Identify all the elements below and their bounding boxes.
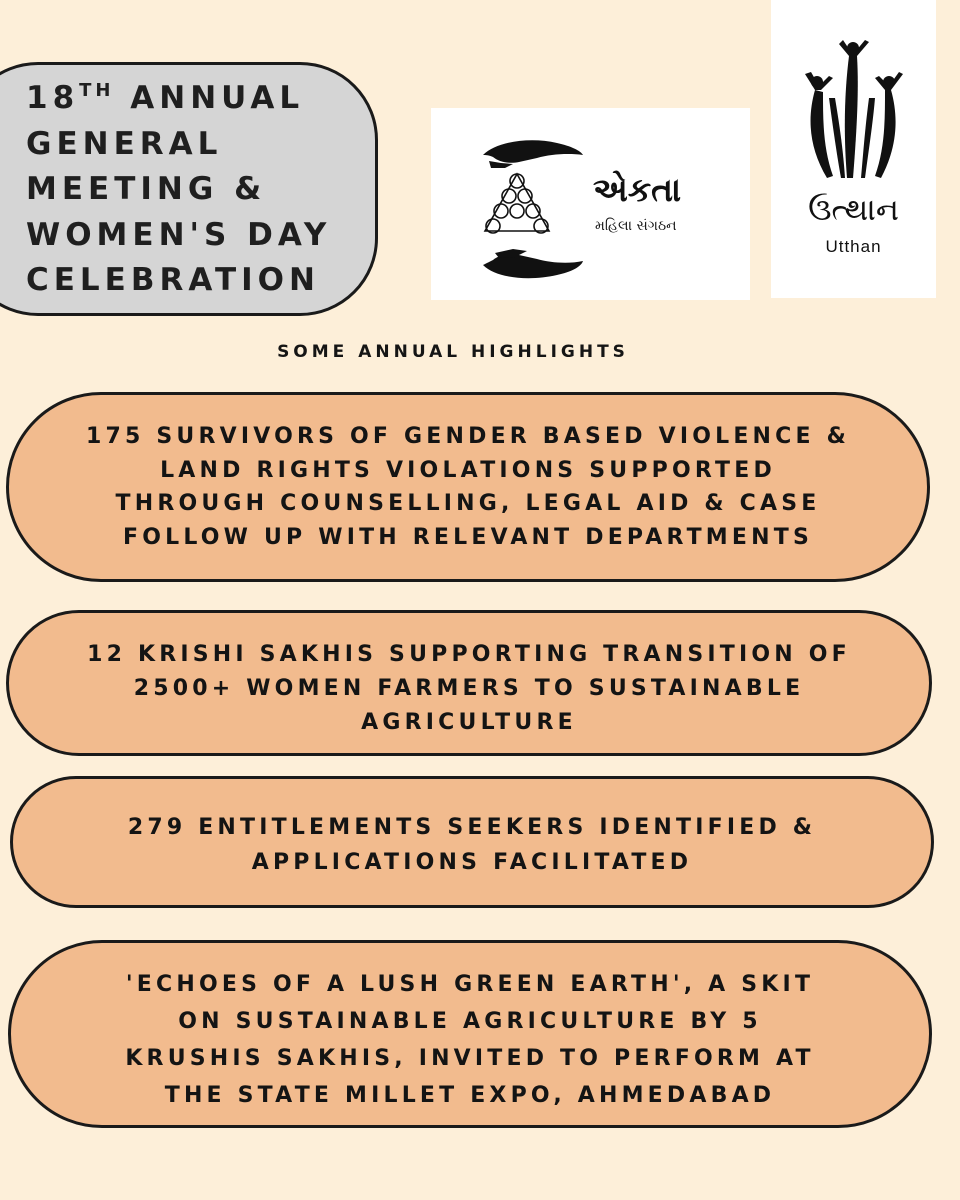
- page-title: [26, 76, 331, 304]
- highlight-line: LAND RIGHTS VIOLATIONS SUPPORTED: [160, 457, 776, 483]
- section-heading: SOME ANNUAL HIGHLIGHTS: [277, 342, 629, 362]
- highlight-line: 'ECHOES OF A LUSH GREEN EARTH', A SKIT: [125, 972, 815, 997]
- highlight-line: FOLLOW UP WITH RELEVANT DEPARTMENTS: [122, 524, 813, 550]
- highlight-line: 175 SURVIVORS OF GENDER BASED VIOLENCE &: [86, 424, 850, 449]
- highlight-text: [10, 810, 934, 880]
- highlight-line: THROUGH COUNSELLING, LEGAL AID & CASE: [115, 491, 821, 516]
- dancing-figures-icon: [799, 38, 909, 188]
- highlight-line: ON SUSTAINABLE AGRICULTURE BY 5: [178, 1009, 762, 1034]
- highlight-line: 12 KRISHI SAKHIS SUPPORTING TRANSITION OF: [87, 642, 851, 667]
- title-ordinal: TH: [79, 80, 115, 101]
- ekta-name: એકતા: [593, 170, 682, 209]
- ekta-subtitle: મહિલા સંગઠન: [595, 218, 677, 234]
- highlight-text: [6, 420, 930, 554]
- ekta-logo-icon: [479, 133, 589, 283]
- utthan-logo-card: [771, 0, 936, 298]
- highlight-line: THE STATE MILLET EXPO, AHMEDABAD: [164, 1083, 776, 1108]
- highlight-line: 279 ENTITLEMENTS SEEKERS IDENTIFIED &: [127, 815, 817, 840]
- title-line-2: GENERAL: [26, 125, 223, 162]
- highlight-line: APPLICATIONS FACILITATED: [251, 850, 693, 875]
- title-line-4: WOMEN'S DAY: [26, 216, 332, 253]
- highlight-text: [6, 638, 932, 740]
- utthan-name: ઉત્થાન: [808, 192, 899, 228]
- highlight-line: KRUSHIS SAKHIS, INVITED TO PERFORM AT: [125, 1046, 815, 1071]
- utthan-name-english: Utthan: [825, 237, 882, 256]
- title-number: 18: [26, 80, 80, 116]
- ekta-logo-card: [431, 108, 750, 300]
- title-line-1-rest: ANNUAL: [114, 80, 305, 116]
- title-line-5: CELEBRATION: [26, 262, 320, 298]
- highlight-line: 2500+ WOMEN FARMERS TO SUSTAINABLE: [133, 676, 805, 701]
- title-line-3: MEETING &: [26, 171, 267, 207]
- highlight-line: AGRICULTURE: [361, 710, 577, 735]
- title-line-1: [26, 76, 331, 122]
- highlight-text: [8, 966, 932, 1114]
